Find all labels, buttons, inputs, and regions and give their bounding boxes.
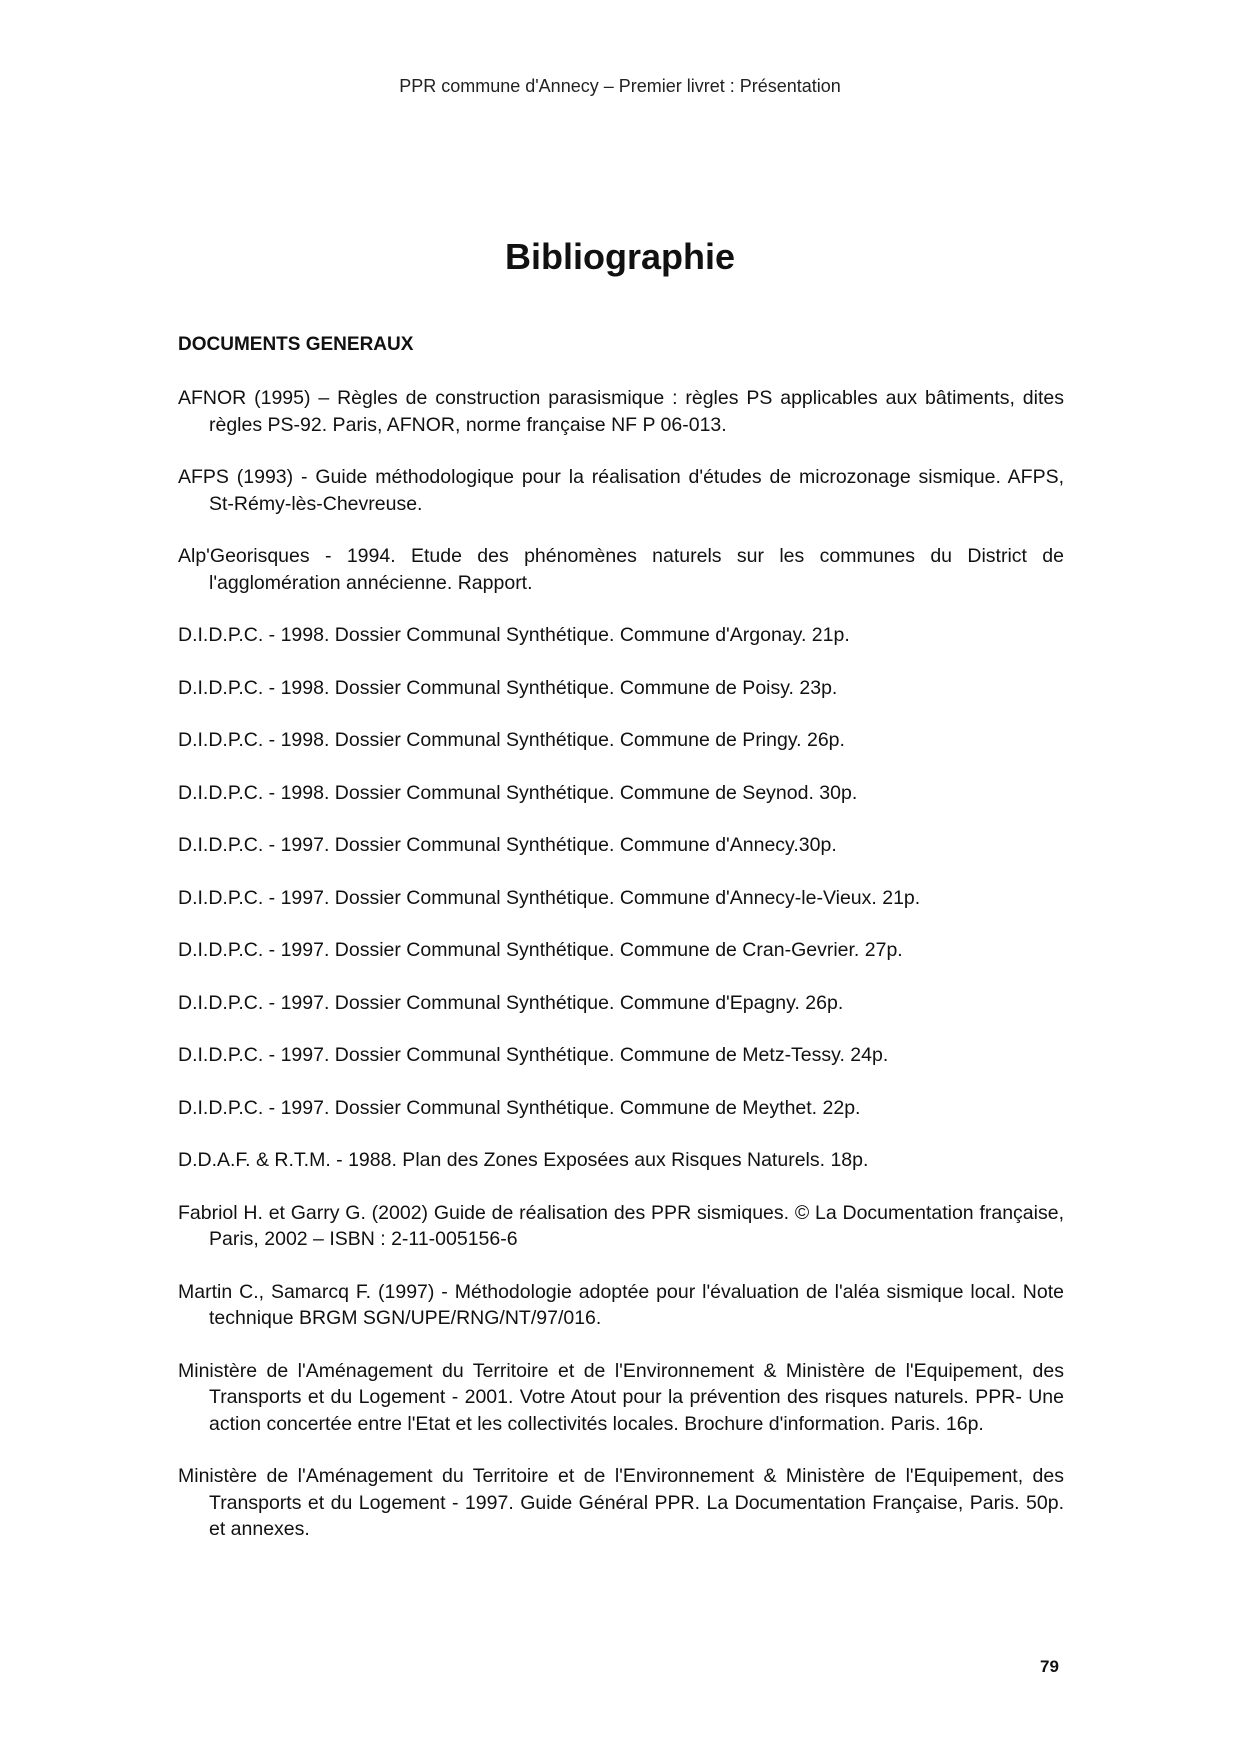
bibliography-entry: D.I.D.P.C. - 1997. Dossier Communal Synthétique. Commune d'Annecy.30p. — [178, 834, 837, 856]
bibliography-entry: D.I.D.P.C. - 1997. Dossier Communal Synthétique. Commune d'Epagny. 26p. — [178, 991, 844, 1014]
bibliography-entry: AFNOR (1995) – Règles de construction parasismique : règles PS applicables aux bâtiments, dites règles PS-92. Paris, AFNOR, norme française NF P 06-013. — [178, 387, 1064, 436]
page-title: Bibliographie — [504, 236, 735, 277]
bibliography-entry: D.I.D.P.C. - 1998. Dossier Communal Synthétique. Commune de Pringy. 26p. — [178, 729, 845, 751]
bibliography-entry: Fabriol H. et Garry G. (2002) Guide de réalisation des PPR sismiques. © La Documentation française, Paris, 2002 – ISBN : 2-11-005156-6 — [178, 1201, 1064, 1250]
bibliography-entry: D.I.D.P.C. - 1997. Dossier Communal Synthétique. Commune de Metz-Tessy. 24p. — [178, 1044, 889, 1066]
section-heading: DOCUMENTS GENERAUX — [178, 334, 414, 355]
running-header: PPR commune d'Annecy – Premier livret : Présentation — [399, 76, 841, 96]
bibliography-entry: Alp'Georisques - 1994. Etude des phénomènes naturels sur les communes du District de l'agglomération annécienne. Rapport. — [178, 545, 1064, 594]
bibliography-entry: D.D.A.F. & R.T.M. - 1988. Plan des Zones Exposées aux Risques Naturels. 18p. — [178, 1149, 869, 1171]
bibliography-entry: D.I.D.P.C. - 1997. Dossier Communal Synthétique. Commune de Cran-Gevrier. 27p. — [178, 939, 903, 961]
bibliography-entry: D.I.D.P.C. - 1997. Dossier Communal Synthétique. Commune de Meythet. 22p. — [178, 1096, 861, 1119]
bibliography-entry: D.I.D.P.C. - 1998. Dossier Communal Synthétique. Commune de Poisy. 23p. — [178, 676, 838, 699]
bibliography-entry: D.I.D.P.C. - 1998. Dossier Communal Synthétique. Commune de Seynod. 30p. — [178, 781, 858, 804]
bibliography-entry: Ministère de l'Aménagement du Territoire et de l'Environnement & Ministère de l'Equipement, des Transports et du Logement - 1997. Guide Général PPR. La Documentation Française, Paris. 50p. et annexes. — [178, 1465, 1064, 1540]
page-number: 79 — [1040, 1657, 1059, 1676]
bibliography-entry: D.I.D.P.C. - 1997. Dossier Communal Synthétique. Commune d'Annecy-le-Vieux. 21p. — [178, 886, 921, 909]
bibliography-list — [178, 385, 1064, 1569]
bibliography-entry: AFPS (1993) - Guide méthodologique pour la réalisation d'études de microzonage sismique. AFPS, St-Rémy-lès-Chevreuse. — [178, 466, 1064, 515]
bibliography-entry: Martin C., Samarcq F. (1997) - Méthodologie adoptée pour l'évaluation de l'aléa sismique local. Note technique BRGM SGN/UPE/RNG/NT/97/016. — [178, 1280, 1064, 1329]
bibliography-entry: Ministère de l'Aménagement du Territoire et de l'Environnement & Ministère de l'Equipement, des Transports et du Logement - 2001. Votre Atout pour la prévention des risques naturels. PPR- Une action concertée entre l'Etat et les collectivités locales. Brochure d'information. Paris. 16p. — [178, 1359, 1064, 1435]
bibliography-entry: D.I.D.P.C. - 1998. Dossier Communal Synthétique. Commune d'Argonay. 21p. — [178, 624, 850, 646]
